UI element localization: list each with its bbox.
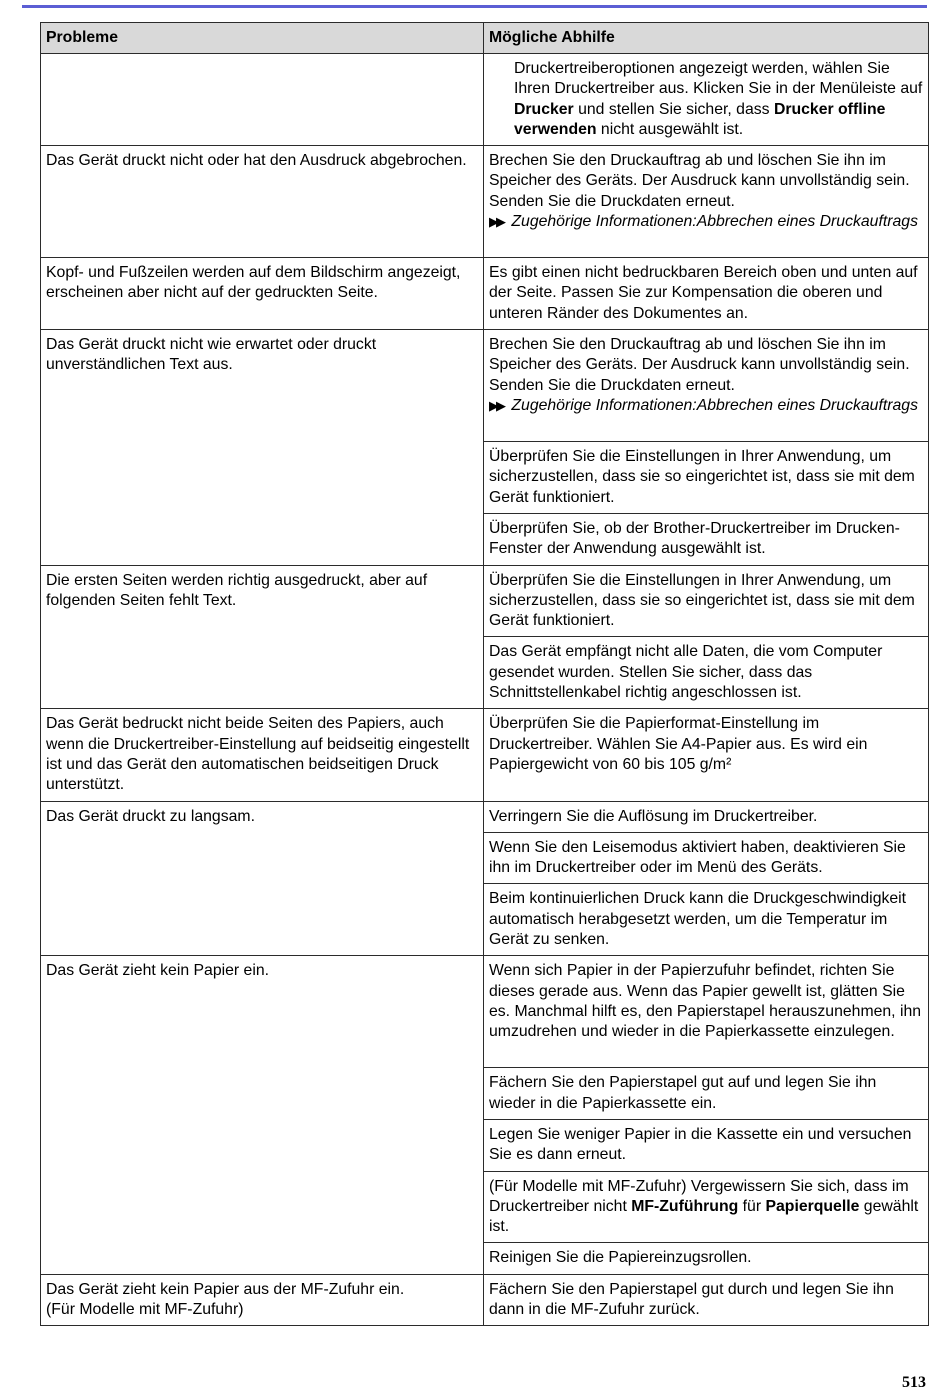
table-row (41, 709, 929, 801)
remedy-cell: Brechen Sie den Druckauftrag ab und löschen Sie ihn im Speicher des Geräts. Der Ausdruck kann unvollständig sein. Senden Sie die Druckdaten erneut. ▶▶ Zugehörige Informationen:Abbrechen eines Druckauftrags (484, 146, 929, 258)
remedy-cell: Überprüfen Sie die Einstellungen in Ihrer Anwendung, um sicherzustellen, dass sie so eingerichtet ist, dass sie mit dem Gerät funktioniert. (484, 442, 929, 514)
related-info-link[interactable]: ▶▶ Zugehörige Informationen:Abbrechen eines Druckauftrags (489, 213, 918, 231)
troubleshooting-table (40, 22, 929, 1326)
problem-cell: Das Gerät druckt zu langsam. (41, 801, 484, 956)
problem-cell: Das Gerät druckt nicht oder hat den Ausdruck abgebrochen. (41, 146, 484, 258)
remedy-cell: Wenn Sie den Leisemodus aktiviert haben, deaktivieren Sie ihn im Druckertreiber oder im Menü des Geräts. (484, 832, 929, 884)
remedy-cell: (Für Modelle mit MF-Zufuhr) Vergewissern Sie sich, dass im Druckertreiber nicht MF-Zuführung für Papierquelle gewählt ist. (484, 1171, 929, 1243)
problem-cell: Das Gerät zieht kein Papier ein. (41, 956, 484, 1274)
double-arrow-icon: ▶▶ (489, 214, 503, 230)
remedy-cell: Beim kontinuierlichen Druck kann die Druckgeschwindigkeit automatisch herabgesetzt werden, um die Temperatur im Gerät zu senken. (484, 884, 929, 956)
double-arrow-icon: ▶▶ (489, 397, 503, 413)
remedy-cell: Legen Sie weniger Papier in die Kassette ein und versuchen Sie es dann erneut. (484, 1119, 929, 1171)
remedy-cell: Brechen Sie den Druckauftrag ab und löschen Sie ihn im Speicher des Geräts. Der Ausdruck kann unvollständig sein. Senden Sie die Druckdaten erneut. ▶▶ Zugehörige Informationen:Abbrechen eines Druckauftrags (484, 330, 929, 442)
problem-cell: Kopf- und Fußzeilen werden auf dem Bildschirm angezeigt, erscheinen aber nicht auf der gedruckten Seite. (41, 258, 484, 330)
table-row (41, 330, 929, 442)
remedy-cell: Reinigen Sie die Papiereinzugsrollen. (484, 1243, 929, 1274)
page-number: 513 (902, 1374, 926, 1391)
remedy-cell: Es gibt einen nicht bedruckbaren Bereich oben und unten auf der Seite. Passen Sie zur Kompensation die oberen und unteren Ränder des Dokumentes an. (484, 258, 929, 330)
problem-cell-empty (41, 54, 484, 146)
table-row (41, 54, 929, 146)
table-row (41, 565, 929, 637)
table-header-row (41, 23, 929, 54)
related-info-link[interactable]: ▶▶ Zugehörige Informationen:Abbrechen eines Druckauftrags (489, 396, 918, 414)
table-row (41, 956, 929, 1068)
header-remedies: Mögliche Abhilfe (484, 23, 929, 54)
problem-cell: Die ersten Seiten werden richtig ausgedruckt, aber auf folgenden Seiten fehlt Text. (41, 565, 484, 709)
top-rule (22, 5, 927, 8)
table-row (41, 1274, 929, 1326)
table-row (41, 146, 929, 258)
remedy-cell: Verringern Sie die Auflösung im Druckertreiber. (484, 801, 929, 832)
remedy-cell: Überprüfen Sie die Papierformat-Einstellung im Druckertreiber. Wählen Sie A4-Papier aus. Es wird ein Papiergewicht von 60 bis 105 g/m² (484, 709, 929, 801)
problem-cell: Das Gerät druckt nicht wie erwartet oder druckt unverständlichen Text aus. (41, 330, 484, 565)
remedy-cell: Wenn sich Papier in der Papierzufuhr befindet, richten Sie dieses gerade aus. Wenn das Papier gewellt ist, glätten Sie es. Manchmal hilft es, den Papierstapel herauszunehmen, ihn umzudrehen und wieder in die Papierkassette einzulegen. (484, 956, 929, 1068)
remedy-cell: Druckertreiberoptionen angezeigt werden, wählen Sie Ihren Druckertreiber aus. Klicken Sie in der Menüleiste auf Drucker und stellen Sie sicher, dass Drucker offline verwenden nicht ausgewählt ist. (484, 54, 929, 146)
problem-cell: Das Gerät bedruckt nicht beide Seiten des Papiers, auch wenn die Druckertreiber-Einstellung auf beidseitig eingestellt ist und das Gerät den automatischen beidseitigen Druck unterstützt. (41, 709, 484, 801)
problem-cell: Das Gerät zieht kein Papier aus der MF-Zufuhr ein. (Für Modelle mit MF-Zufuhr) (41, 1274, 484, 1326)
remedy-cell: Das Gerät empfängt nicht alle Daten, die vom Computer gesendet wurden. Stellen Sie sicher, dass das Schnittstellenkabel richtig angeschlossen ist. (484, 637, 929, 709)
remedy-cell: Überprüfen Sie die Einstellungen in Ihrer Anwendung, um sicherzustellen, dass sie so eingerichtet ist, dass sie mit dem Gerät funktioniert. (484, 565, 929, 637)
header-problems: Probleme (41, 23, 484, 54)
remedy-cell: Überprüfen Sie, ob der Brother-Druckertreiber im Drucken-Fenster der Anwendung ausgewählt ist. (484, 513, 929, 565)
remedy-cell: Fächern Sie den Papierstapel gut auf und legen Sie ihn wieder in die Papierkassette ein. (484, 1068, 929, 1120)
table-row (41, 258, 929, 330)
table-row (41, 801, 929, 832)
remedy-cell: Fächern Sie den Papierstapel gut durch und legen Sie ihn dann in die MF-Zufuhr zurück. (484, 1274, 929, 1326)
